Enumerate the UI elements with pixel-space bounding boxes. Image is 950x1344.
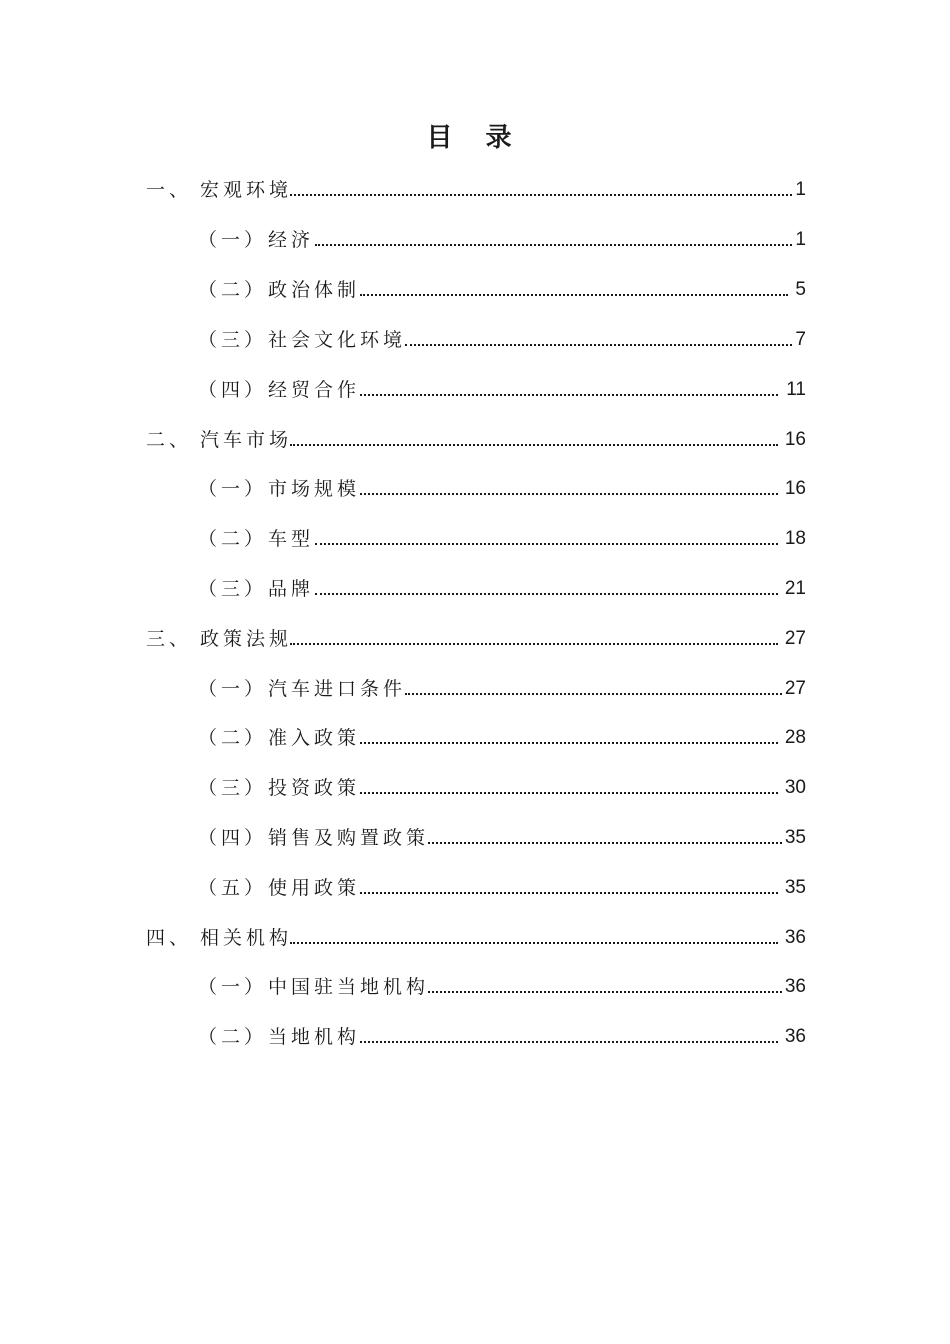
toc-number: （四）	[198, 379, 268, 401]
toc-title: 经贸合作	[268, 379, 361, 401]
toc-leader	[405, 693, 782, 695]
toc-leader	[290, 194, 792, 196]
toc-page-number: 16	[784, 429, 806, 450]
toc-number: （二）	[198, 279, 268, 301]
toc-number: （一）	[198, 976, 268, 998]
toc-title: 品牌	[268, 578, 315, 600]
toc-title: 销售及购置政策	[268, 827, 430, 849]
toc-leader	[360, 1041, 778, 1043]
toc-number: （一）	[198, 229, 268, 251]
toc-leader	[428, 842, 782, 844]
toc-title: 汽车市场	[200, 429, 293, 451]
toc-title: 汽车进口条件	[268, 678, 407, 700]
toc-leader	[290, 444, 778, 446]
toc-title: 准入政策	[268, 727, 361, 749]
toc-leader	[360, 892, 778, 894]
toc-section[interactable]	[0, 621, 950, 657]
toc-page-number: 35	[784, 877, 806, 898]
toc-leader	[315, 593, 778, 595]
toc-number: 二、	[146, 429, 193, 451]
toc-title: 车型	[268, 528, 315, 550]
toc-leader	[360, 742, 778, 744]
toc-number: （二）	[198, 528, 268, 550]
toc-leader	[360, 493, 778, 495]
toc-title: 经济	[268, 229, 315, 251]
toc-leader	[315, 543, 778, 545]
toc-page-number: 27	[784, 628, 806, 649]
toc-title: 社会文化环境	[268, 329, 407, 351]
toc-page-number: 5	[795, 279, 806, 300]
toc-page-number: 16	[784, 478, 806, 499]
toc-title: 政治体制	[268, 279, 361, 301]
toc-title: 市场规模	[268, 478, 361, 500]
toc-page-number: 27	[784, 678, 806, 699]
toc-subsection[interactable]	[0, 222, 950, 258]
toc-leader	[405, 344, 792, 346]
toc-title: 中国驻当地机构	[268, 976, 430, 998]
toc-subsection[interactable]	[0, 471, 950, 507]
toc-subsection[interactable]	[0, 521, 950, 557]
page-title: 目 录	[426, 123, 524, 153]
toc-number: （三）	[198, 777, 268, 799]
toc-number: 一、	[146, 179, 193, 201]
toc-number: （四）	[198, 827, 268, 849]
toc-number: （二）	[198, 1026, 268, 1048]
toc-leader	[290, 643, 778, 645]
toc-page-number: 36	[784, 927, 806, 948]
toc-page-number: 28	[784, 727, 806, 748]
toc-subsection[interactable]	[0, 770, 950, 806]
toc-subsection[interactable]	[0, 322, 950, 358]
toc-leader	[360, 394, 778, 396]
toc-leader	[360, 294, 788, 296]
toc-leader	[428, 991, 782, 993]
toc-page-number: 35	[784, 827, 806, 848]
toc-leader	[360, 792, 778, 794]
toc-page-number: 1	[795, 229, 806, 250]
toc-page-number: 11	[786, 379, 806, 400]
toc-page-number: 7	[795, 329, 806, 350]
toc-section[interactable]	[0, 920, 950, 956]
toc-number: （一）	[198, 478, 268, 500]
toc-subsection[interactable]	[0, 820, 950, 856]
toc-page-number: 21	[784, 578, 806, 599]
toc-title: 相关机构	[200, 927, 293, 949]
toc-title: 当地机构	[268, 1026, 361, 1048]
toc-section[interactable]	[0, 172, 950, 208]
toc-number: （二）	[198, 727, 268, 749]
toc-subsection[interactable]	[0, 272, 950, 308]
toc-page-number: 36	[784, 976, 806, 997]
toc-title: 使用政策	[268, 877, 361, 899]
toc-subsection[interactable]	[0, 870, 950, 906]
toc-subsection[interactable]	[0, 372, 950, 408]
toc-number: （一）	[198, 678, 268, 700]
toc-title: 投资政策	[268, 777, 361, 799]
toc-subsection[interactable]	[0, 671, 950, 707]
toc-number: 三、	[146, 628, 193, 650]
toc-subsection[interactable]	[0, 720, 950, 756]
toc-page-number: 1	[795, 179, 806, 200]
toc-number: 四、	[146, 927, 193, 949]
toc-title: 政策法规	[200, 628, 293, 650]
toc-subsection[interactable]	[0, 969, 950, 1005]
toc-subsection[interactable]	[0, 1019, 950, 1055]
toc-section[interactable]	[0, 422, 950, 458]
toc-title: 宏观环境	[200, 179, 293, 201]
toc-subsection[interactable]	[0, 571, 950, 607]
toc-page-number: 18	[784, 528, 806, 549]
toc-number: （五）	[198, 877, 268, 899]
toc-page-number: 30	[784, 777, 806, 798]
toc-leader	[315, 244, 792, 246]
toc-number: （三）	[198, 329, 268, 351]
toc-leader	[290, 942, 778, 944]
toc-number: （三）	[198, 578, 268, 600]
toc-page-number: 36	[784, 1026, 806, 1047]
